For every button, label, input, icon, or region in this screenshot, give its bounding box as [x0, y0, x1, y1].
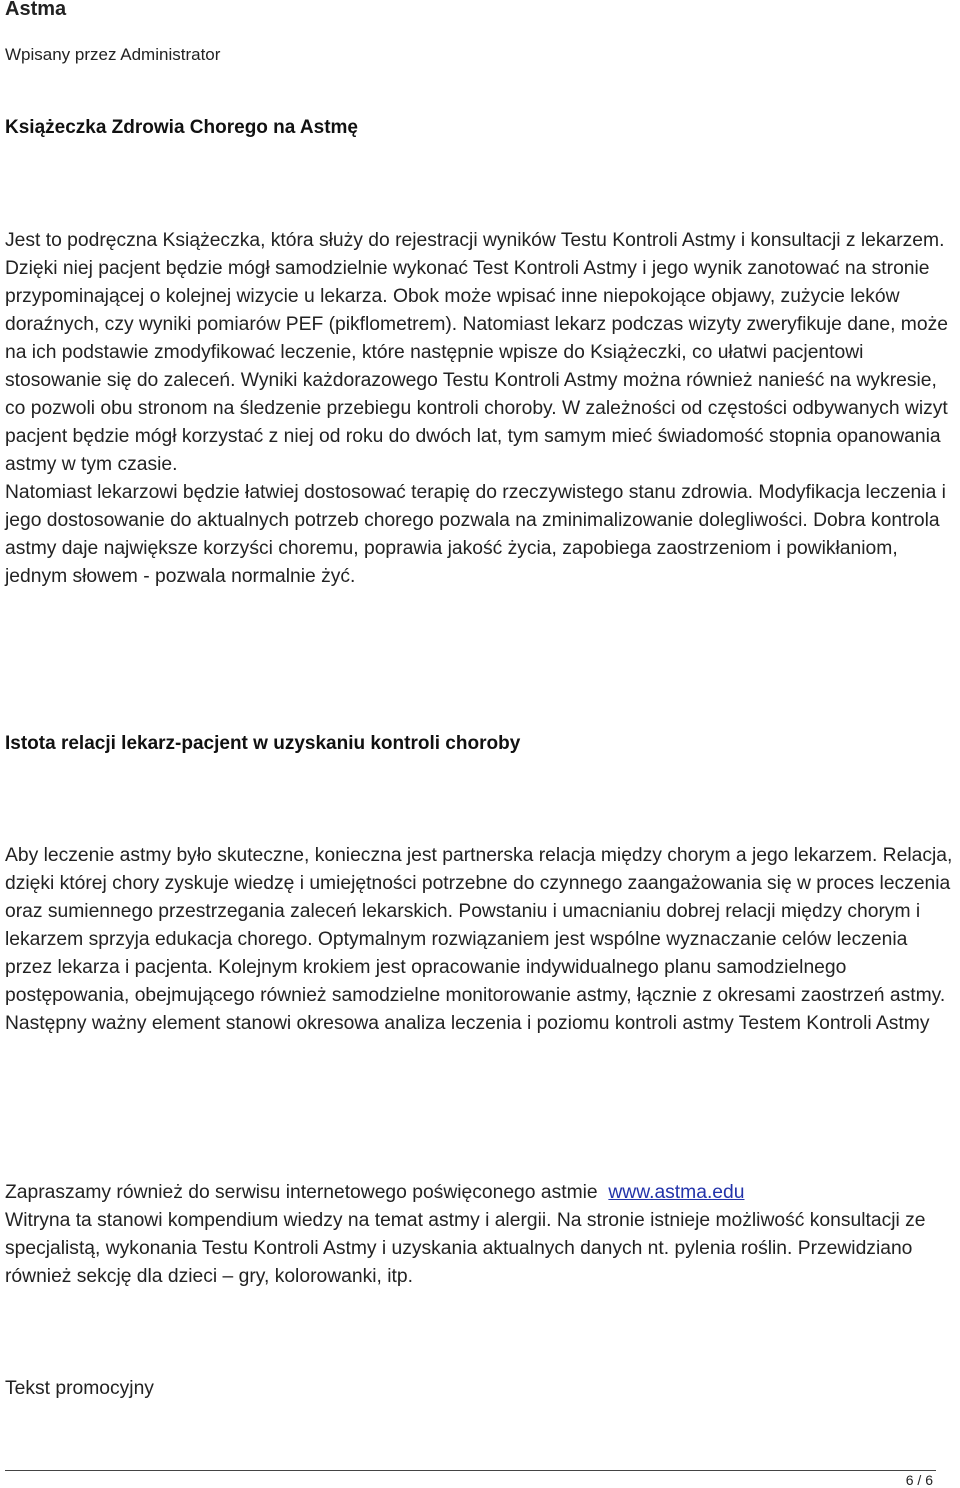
paragraph-booklet	[5, 227, 955, 591]
paragraph-booklet-part-1: Jest to podręczna Książeczka, która służy do rejestracji wyników Testu Kontroli Astmy i konsultacji z lekarzem. Dzięki niej pacjent będzie mógł samodzielnie wykonać Test Kontroli Astmy i jego wynik zanotować na stronie przypominającej o kolejnej wizycie u lekarza. Obok może wpisać inne niepokojące objawy, zużycie leków doraźnych, czy wyniki pomiarów PEF (pikflometrem). Natomiast lekarz podczas wizyty zweryfikuje dane, może na ich podstawie zmodyfikować leczenie, które następnie wpisze do Książeczki, co ułatwi pacjentowi stosowanie się do zaleceń. Wyniki każdorazowego Testu Kontroli Astmy można również nanieść na wykresie, co pozwoli obu stronom na śledzenie przebiegu kontroli choroby. W zależności od częstości odbywanych wizyt pacjent będzie mógł korzystać z niej od roku do dwóch lat, tym samym mieć świadomość stopnia opanowania astmy w tym czasie.	[5, 230, 948, 475]
astma-website-link[interactable]: www.astma.edu	[608, 1182, 745, 1203]
invitation-description: Witryna ta stanowi kompendium wiedzy na temat astmy i alergii. Na stronie istnieje możliwość konsultacji ze specjalistą, wykonania Testu Kontroli Astmy i uzyskania aktualnych danych nt. pylenia roślin. Przewidziano również sekcję dla dzieci – gry, kolorowanki, itp.	[5, 1210, 926, 1287]
promo-label: Tekst promocyjny	[5, 1378, 154, 1399]
author-line: Wpisany przez Administrator	[5, 45, 221, 64]
section-heading-relationship: Istota relacji lekarz-pacjent w uzyskaniu kontroli choroby	[5, 733, 521, 754]
footer-divider	[5, 1470, 936, 1471]
page-number: 6 / 6	[905, 1472, 933, 1488]
document-title: Astma	[5, 0, 67, 20]
paragraph-booklet-part-2: Natomiast lekarzowi będzie łatwiej dostosować terapię do rzeczywistego stanu zdrowia. Modyfikacja leczenia i jego dostosowanie do aktualnych potrzeb chorego pozwala na zminimalizowanie dolegliwości. Dobra kontrola astmy daje największe korzyści choremu, poprawia jakość życia, zapobiega zaostrzeniom i powikłaniom, jednym słowem - pozwala normalnie żyć.	[5, 482, 946, 587]
section-heading-booklet: Książeczka Zdrowia Chorego na Astmę	[5, 117, 359, 138]
paragraph-invitation	[5, 1179, 955, 1291]
paragraph-relationship: Aby leczenie astmy było skuteczne, konieczna jest partnerska relacja między chorym a jego lekarzem. Relacja, dzięki której chory zyskuje wiedzę i umiejętności potrzebne do czynnego zaangażowania się w proces leczenia oraz sumiennego przestrzegania zaleceń lekarskich. Powstaniu i umacnianiu dobrej relacji między chorym i lekarzem sprzyja edukacja chorego. Optymalnym rozwiązaniem jest wspólne wyznaczanie celów leczenia przez lekarza i pacjenta. Kolejnym krokiem jest opracowanie indywidualnego planu samodzielnego postępowania, obejmującego również samodzielne monitorowanie astmy, łącznie z okresami zaostrzeń astmy. Następny ważny element stanowi okresowa analiza leczenia i poziomu kontroli astmy Testem Kontroli Astmy	[5, 845, 953, 1034]
invitation-lead: Zapraszamy również do serwisu internetowego poświęconego astmie	[5, 1182, 598, 1203]
